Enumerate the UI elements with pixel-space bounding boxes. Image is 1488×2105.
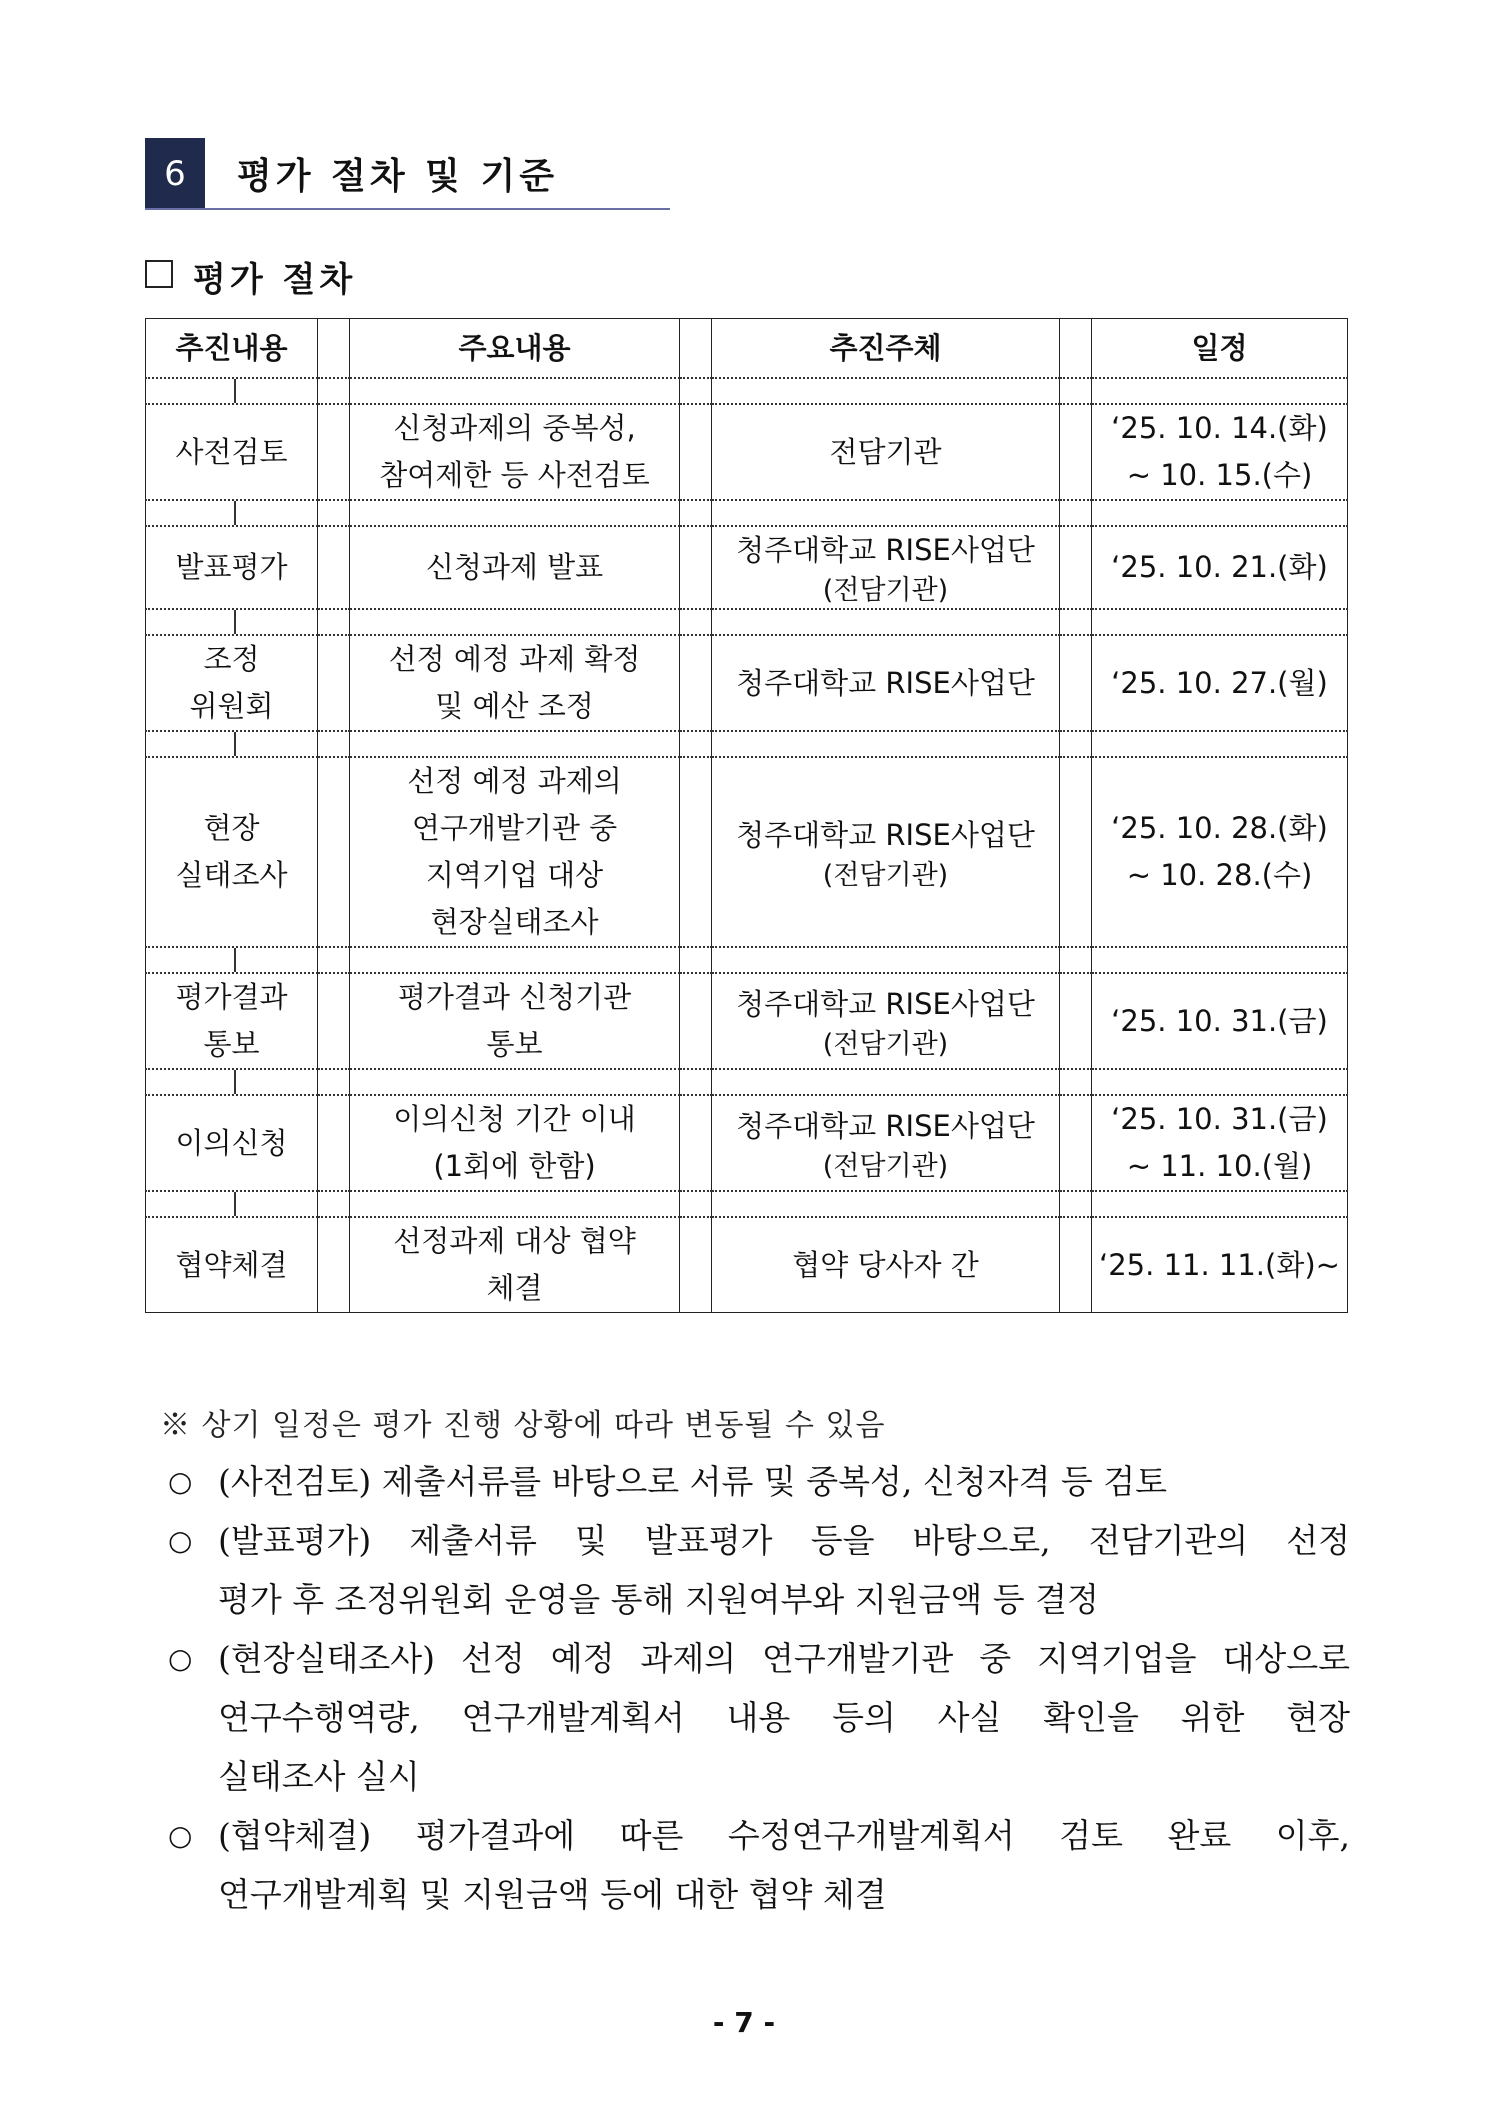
content-cell-line: 통보 xyxy=(486,1027,543,1061)
content-cell xyxy=(350,757,680,947)
agent-cell-sub: (전담기관) xyxy=(822,575,949,606)
section-title: 평가 절차 및 기준 xyxy=(237,156,559,197)
agent-cell-line: 청주대학교 RISE사업단 xyxy=(736,1108,1035,1143)
bullet-circle-icon: ○ xyxy=(168,1819,193,1852)
agent-cell xyxy=(712,1217,1060,1313)
section-underline xyxy=(145,208,670,210)
date-cell-line: ‘25. 10. 27.(월) xyxy=(1111,665,1328,700)
item-cell-line: 이의신청 xyxy=(175,1125,288,1160)
item-cell-line: 사전검토 xyxy=(175,434,288,469)
bullet-circle-icon: ○ xyxy=(168,1642,193,1675)
agent-cell xyxy=(712,1095,1060,1191)
content-cell-line: 지역기업 대상 xyxy=(425,858,604,892)
table-connector-row xyxy=(146,1069,1348,1095)
date-cell-line: ‘25. 10. 31.(금) xyxy=(1111,1003,1328,1038)
content-cell-line: 현장실태조사 xyxy=(430,905,599,939)
content-cell-line: 선정 예정 과제 확정 xyxy=(388,642,641,676)
agent-cell xyxy=(712,635,1060,731)
content-cell-line: 및 예산 조정 xyxy=(435,689,594,723)
date-cell-line: ~ 10. 15.(수) xyxy=(1126,458,1313,492)
table-connector-row xyxy=(146,378,1348,404)
agent-cell-line: 협약 당사자 간 xyxy=(792,1247,979,1282)
header-content: 주요내용 xyxy=(350,319,680,379)
table-connector-row xyxy=(146,1191,1348,1217)
bullet-circle-icon: ○ xyxy=(168,1465,193,1498)
date-cell-line: ‘25. 10. 31.(금) xyxy=(1111,1102,1328,1136)
subsection-header xyxy=(145,252,357,300)
content-cell xyxy=(350,404,680,500)
date-cell-line: ‘25. 10. 21.(화) xyxy=(1111,550,1328,584)
bullet-line xyxy=(168,1747,1350,1806)
bullet-text: 실태조사 실시 xyxy=(218,1757,420,1796)
date-cell-line: ‘25. 11. 11.(화)~ xyxy=(1099,1247,1340,1282)
table-row xyxy=(146,757,1348,947)
agent-cell xyxy=(712,526,1060,609)
bullet-text: (협약체결) 평가결과에 따른 수정연구개발계획서 검토 완료 이후, xyxy=(218,1816,1350,1855)
agent-cell-sub: (전담기관) xyxy=(822,859,949,891)
date-cell xyxy=(1092,757,1348,947)
bullet-line xyxy=(168,1511,1350,1570)
item-cell-line: 실태조사 xyxy=(175,858,288,892)
item-cell xyxy=(146,973,318,1069)
content-cell xyxy=(350,1095,680,1191)
date-cell-line: ~ 11. 10.(월) xyxy=(1126,1149,1313,1183)
bullet-text: 연구수행역량, 연구개발계획서 내용 등의 사실 확인을 위한 현장 xyxy=(218,1698,1350,1737)
date-cell xyxy=(1092,1095,1348,1191)
table-row xyxy=(146,526,1348,609)
content-cell xyxy=(350,1217,680,1313)
table-row xyxy=(146,973,1348,1069)
bullet-list xyxy=(168,1452,1350,1924)
item-cell xyxy=(146,1217,318,1313)
content-cell xyxy=(350,635,680,731)
header-agent: 추진주체 xyxy=(712,319,1060,379)
bullet-text: (사전검토) 제출서류를 바탕으로 서류 및 중복성, 신청자격 등 검토 xyxy=(218,1462,1167,1501)
date-cell-line: ~ 10. 28.(수) xyxy=(1126,858,1313,892)
bullet-line xyxy=(168,1806,1350,1865)
date-cell xyxy=(1092,1217,1348,1313)
table-connector-row xyxy=(146,731,1348,757)
bullet-text: 연구개발계획 및 지원금액 등에 대한 협약 체결 xyxy=(218,1875,887,1914)
agent-cell-line: 청주대학교 RISE사업단 xyxy=(736,533,1035,567)
section-number-badge: 6 xyxy=(145,138,205,210)
table-row xyxy=(146,635,1348,731)
subsection-title: 평가 절차 xyxy=(193,260,357,300)
item-cell-line: 위원회 xyxy=(189,689,274,723)
agent-cell-sub: (전담기관) xyxy=(822,1150,949,1182)
content-cell-line: (1회에 한함) xyxy=(433,1149,596,1183)
content-cell-line: 이의신청 기간 이내 xyxy=(393,1102,636,1136)
bullet-line xyxy=(168,1865,1350,1924)
item-cell-line: 통보 xyxy=(203,1027,260,1061)
table-row xyxy=(146,404,1348,500)
agent-cell-line: 청주대학교 RISE사업단 xyxy=(736,665,1035,700)
header-gap xyxy=(318,319,350,379)
item-cell xyxy=(146,635,318,731)
bullet-text: 평가 후 조정위원회 운영을 통해 지원여부와 지원금액 등 결정 xyxy=(218,1580,1099,1619)
table-connector-row xyxy=(146,609,1348,635)
page-number: - 7 - xyxy=(712,2006,776,2039)
agent-cell xyxy=(712,757,1060,947)
checkbox-square-icon xyxy=(145,260,173,288)
content-cell-line: 신청과제 발표 xyxy=(425,550,604,584)
process-table xyxy=(145,318,1348,1313)
date-cell xyxy=(1092,404,1348,500)
agent-cell xyxy=(712,973,1060,1069)
item-cell-line: 조정 xyxy=(203,642,260,676)
bullet-circle-icon: ○ xyxy=(168,1524,193,1557)
item-cell xyxy=(146,1095,318,1191)
header-gap xyxy=(1060,319,1092,379)
content-cell-line: 평가결과 신청기관 xyxy=(397,980,632,1014)
item-cell xyxy=(146,526,318,609)
agent-cell-sub: (전담기관) xyxy=(822,1028,949,1060)
header-date: 일정 xyxy=(1092,319,1348,379)
item-cell xyxy=(146,757,318,947)
agent-cell-line: 청주대학교 RISE사업단 xyxy=(736,986,1035,1021)
content-cell-line: 체결 xyxy=(486,1271,543,1305)
content-cell-line: 선정 예정 과제의 xyxy=(407,764,622,798)
item-cell-line: 발표평가 xyxy=(175,550,288,584)
schedule-note: ※ 상기 일정은 평가 진행 상황에 따라 변동될 수 있음 xyxy=(160,1408,886,1443)
item-cell xyxy=(146,404,318,500)
date-cell xyxy=(1092,526,1348,609)
content-cell xyxy=(350,973,680,1069)
agent-cell xyxy=(712,404,1060,500)
item-cell-line: 협약체결 xyxy=(175,1247,288,1282)
header-item: 추진내용 xyxy=(146,319,318,379)
date-cell xyxy=(1092,635,1348,731)
content-cell-line: 선정과제 대상 협약 xyxy=(393,1224,636,1258)
content-cell-line: 연구개발기관 중 xyxy=(411,811,618,845)
table-row xyxy=(146,1217,1348,1313)
bullet-line xyxy=(168,1688,1350,1747)
bullet-line xyxy=(168,1570,1350,1629)
content-cell xyxy=(350,526,680,609)
date-cell-line: ‘25. 10. 28.(화) xyxy=(1111,811,1328,845)
agent-cell-line: 전담기관 xyxy=(829,434,942,469)
date-cell xyxy=(1092,973,1348,1069)
table-header-row xyxy=(146,319,1348,379)
table-row xyxy=(146,1095,1348,1191)
section-header xyxy=(145,138,670,210)
bullet-line xyxy=(168,1452,1350,1511)
content-cell-line: 참여제한 등 사전검토 xyxy=(379,458,650,492)
table-connector-row xyxy=(146,947,1348,973)
bullet-text: (발표평가) 제출서류 및 발표평가 등을 바탕으로, 전담기관의 선정 xyxy=(218,1521,1350,1560)
bullet-line xyxy=(168,1629,1350,1688)
table-connector-row xyxy=(146,500,1348,526)
header-gap xyxy=(680,319,712,379)
bullet-text: (현장실태조사) 선정 예정 과제의 연구개발기관 중 지역기업을 대상으로 xyxy=(218,1639,1350,1678)
item-cell-line: 현장 xyxy=(203,811,260,845)
content-cell-line: 신청과제의 중복성, xyxy=(393,411,636,445)
date-cell-line: ‘25. 10. 14.(화) xyxy=(1111,411,1328,445)
item-cell-line: 평가결과 xyxy=(175,980,288,1014)
agent-cell-line: 청주대학교 RISE사업단 xyxy=(736,817,1035,852)
